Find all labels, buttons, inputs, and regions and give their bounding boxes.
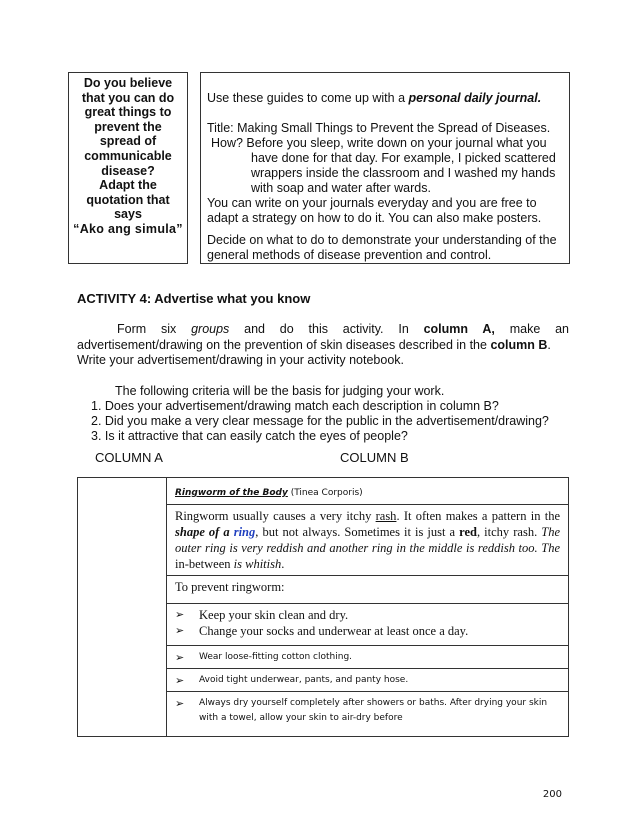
quotation-line: that you can do xyxy=(81,90,175,105)
list-item: ➢ Avoid tight underwear, pants, and panty hose. xyxy=(167,669,568,691)
quotation-box xyxy=(68,72,188,264)
ringworm-description: Ringworm usually causes a very itchy rash. It often makes a pattern in the shape of a ring, but not always. Sometimes it is just a red, itchy rash. The outer ring is very reddish and another ring in the middle is reddish too. The in-between is whitish. xyxy=(175,509,561,571)
quotation-line: quotation that xyxy=(86,192,170,207)
activity-instructions xyxy=(77,322,569,369)
ringworm-heading: Ringworm of the Body (Tinea Corporis) xyxy=(175,488,363,498)
criteria-item: 2. Did you make a very clear message for the public in the advertisement/drawing? xyxy=(91,414,549,428)
quotation-line: prevent the xyxy=(94,119,162,134)
arrow-bullet-icon: ➢ xyxy=(175,625,185,637)
journal-title: Title: Making Small Things to Prevent the Spread of Diseases. xyxy=(207,121,551,135)
criteria-item: 3. Is it attractive that can easily catch the eyes of people? xyxy=(91,429,408,443)
journal-how-cont: with soap and water after wards. xyxy=(251,181,431,195)
arrow-bullet-icon: ➢ xyxy=(175,651,185,664)
columns-table xyxy=(77,477,569,737)
column-b-cell xyxy=(167,478,569,737)
journal-decide: general methods of disease prevention and control. xyxy=(207,248,492,262)
quotation-line: communicable xyxy=(84,148,172,163)
arrow-bullet-icon: ➢ xyxy=(175,697,185,710)
list-item: ➢ Wear loose-fitting cotton clothing. xyxy=(167,646,568,668)
criteria-intro: The following criteria will be the basis for judging your work. xyxy=(115,384,445,398)
quotation-line: Do you believe xyxy=(83,76,173,90)
journal-write: adapt a strategy on how to do it. You can also make posters. xyxy=(207,211,542,225)
instructions-line-1: Form six groups and do this activity. In column A, make an xyxy=(117,322,569,336)
column-a-cell xyxy=(78,478,167,737)
list-item: ➢ Always dry yourself completely after showers or baths. After drying your skin with a towel, allow your skin to air-dry before xyxy=(167,692,568,732)
prevent-list xyxy=(167,604,568,645)
quotation-line: says xyxy=(114,207,142,222)
quotation-line: “Ako ang simula” xyxy=(73,221,183,236)
quotation-line: spread of xyxy=(99,134,157,149)
prevent-label: To prevent ringworm: xyxy=(175,580,285,594)
column-b-header: COLUMN B xyxy=(340,450,409,465)
column-a-header: COLUMN A xyxy=(95,450,163,465)
journal-intro: Use these guides to come up with a personal daily journal. xyxy=(207,91,542,105)
arrow-bullet-icon: ➢ xyxy=(175,609,185,621)
quotation-line: great things to xyxy=(84,105,172,120)
list-item: ➢ Keep your skin clean and dry. xyxy=(167,607,568,623)
list-item: ➢ Change your socks and underwear at least once a day. xyxy=(167,623,568,639)
instructions-line-2: advertisement/drawing on the prevention of skin diseases described in the column B. xyxy=(77,337,551,352)
journal-write: You can write on your journals everyday and you are free to xyxy=(207,196,537,210)
instructions-line-3: Write your advertisement/drawing in your activity notebook. xyxy=(77,353,405,367)
journal-decide: Decide on what to do to demonstrate your understanding of the xyxy=(207,233,557,247)
activity-title: ACTIVITY 4: Advertise what you know xyxy=(77,291,311,306)
journal-how: How? Before you sleep, write down on your journal what you xyxy=(211,136,547,150)
page-number: 200 xyxy=(542,789,562,800)
journal-how-cont: wrappers inside the classroom and I washed my hands xyxy=(251,166,556,180)
journal-how-cont: have done for that day. For example, I picked scattered xyxy=(251,151,556,165)
quotation-line: disease? xyxy=(101,163,155,178)
criteria-item: 1. Does your advertisement/drawing match each description in column B? xyxy=(91,399,499,413)
journal-guide-box xyxy=(200,72,570,264)
quotation-line: Adapt the xyxy=(99,178,157,193)
arrow-bullet-icon: ➢ xyxy=(175,674,185,687)
